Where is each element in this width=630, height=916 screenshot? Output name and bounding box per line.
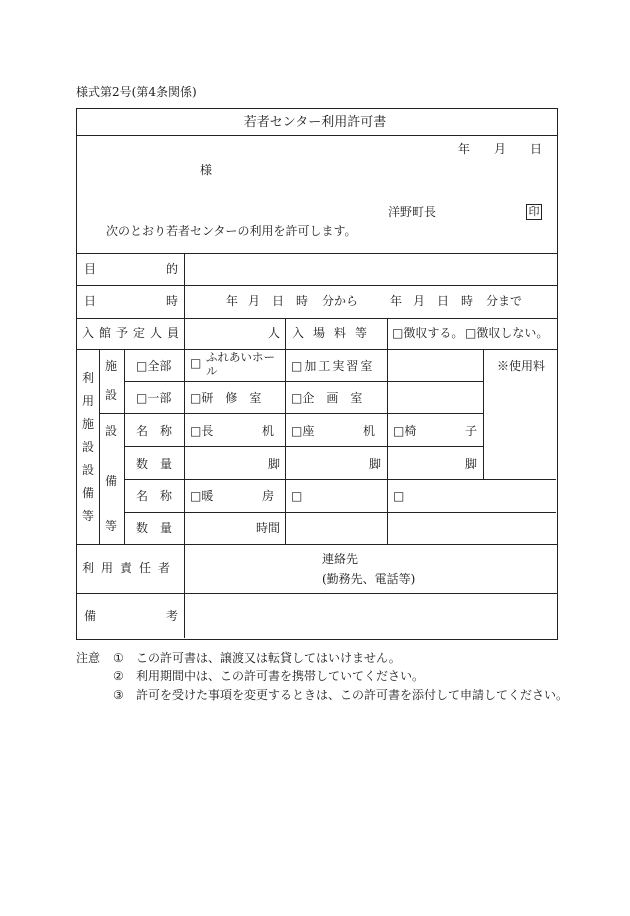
- table-suffix: 机: [363, 424, 376, 438]
- rule: [76, 285, 557, 286]
- responsible-label: 利用責任者: [82, 561, 178, 575]
- remarks-field[interactable]: [186, 595, 554, 636]
- form-number: 様式第2号(第4条関係): [76, 85, 197, 99]
- to-year: 年: [390, 294, 403, 308]
- note-2-text: 利用期間中は、この許可書を携帯していてください。: [136, 669, 425, 683]
- rule: [124, 446, 483, 447]
- fureai-label-2: ル: [206, 364, 218, 378]
- purpose-label-1: 目: [84, 262, 97, 276]
- from-year: 年: [226, 294, 239, 308]
- remarks-label-1: 備: [84, 609, 97, 623]
- kikaku-option[interactable]: □企 画 室: [291, 391, 363, 405]
- desk-option[interactable]: □長: [190, 424, 214, 438]
- fee-label: 入場料等: [292, 326, 377, 340]
- chair-suffix: 子: [465, 424, 478, 438]
- fureai-label-1: ふれあいホー: [206, 350, 275, 364]
- shisetsu-label-2: 設: [105, 388, 118, 402]
- intro-text: 次のとおり若者センターの利用を許可します。: [106, 224, 357, 238]
- setsubi-label-1: 設: [105, 424, 118, 438]
- from-hour: 時: [296, 294, 309, 308]
- to-hour: 時: [461, 294, 474, 308]
- rule: [76, 318, 557, 319]
- rule: [76, 135, 557, 136]
- to-day: 日: [437, 294, 450, 308]
- facility-outer-label: 利 用 施 設 設 備 等: [81, 371, 94, 523]
- contact-label: 連絡先: [322, 552, 359, 566]
- addressee-suffix: 様: [200, 163, 213, 177]
- kakou-option[interactable]: □加工実習室: [291, 359, 375, 373]
- datetime-label-1: 日: [84, 294, 97, 308]
- shisetsu-label-1: 施: [105, 359, 118, 373]
- table-option[interactable]: □座: [291, 424, 315, 438]
- rule: [99, 349, 100, 544]
- purpose-label-2: 的: [166, 262, 179, 276]
- rule: [184, 253, 185, 638]
- kenshu-option[interactable]: □研 修 室: [190, 391, 262, 405]
- rule: [76, 544, 557, 545]
- note-3-text: 許可を受けた事項を変更するときは、この許可書を添付して申請してください。: [136, 688, 569, 702]
- from-month: 月: [248, 294, 261, 308]
- heater-suffix: 房: [262, 489, 275, 503]
- remarks-label-2: 考: [166, 609, 179, 623]
- from-day: 日: [272, 294, 285, 308]
- rule: [124, 381, 483, 382]
- desk-suffix: 机: [262, 424, 275, 438]
- heater-hours-unit: 時間: [256, 521, 281, 535]
- to-month: 月: [413, 294, 426, 308]
- issuer: 洋野町長: [388, 205, 437, 219]
- blank-equip-option-2[interactable]: □: [393, 489, 405, 503]
- rule: [99, 413, 483, 414]
- setsubi-label-2: 備: [105, 474, 118, 488]
- datetime-label-2: 時: [166, 294, 179, 308]
- table-qty-unit: 脚: [369, 457, 382, 471]
- all-option[interactable]: □全部: [136, 359, 172, 373]
- seal-mark: 印: [526, 204, 542, 220]
- notes-label: 注意: [76, 651, 101, 665]
- part-option[interactable]: □一部: [136, 391, 172, 405]
- rule: [124, 479, 556, 480]
- rule: [483, 349, 484, 479]
- to-minute: 分まで: [486, 294, 523, 308]
- setsubi-label-3: 等: [105, 519, 118, 533]
- form-title: 若者センター利用許可書: [243, 115, 387, 130]
- equip-name-label-1: 名 称: [136, 424, 173, 438]
- contact-note: (勤務先、電話等): [322, 572, 416, 586]
- purpose-field[interactable]: [186, 255, 554, 283]
- chair-qty-unit: 脚: [465, 457, 478, 471]
- note-1-text: この許可書は、譲渡又は転貸してはいけません。: [136, 651, 401, 665]
- rule: [76, 593, 557, 594]
- rule: [124, 349, 125, 544]
- fureai-checkbox[interactable]: □: [190, 356, 202, 370]
- attendance-label: 入館予定人員: [82, 326, 185, 340]
- date-month: 月: [494, 142, 507, 156]
- date-day: 日: [530, 142, 543, 156]
- note-3-num: ③: [113, 688, 124, 702]
- rule: [387, 349, 388, 544]
- blank-equip-option-1[interactable]: □: [291, 489, 303, 503]
- rule: [124, 512, 556, 513]
- equip-qty-label-1: 数 量: [136, 457, 173, 471]
- equip-name-label-2: 名 称: [136, 489, 173, 503]
- chair-option[interactable]: □椅: [393, 424, 417, 438]
- desk-qty-unit: 脚: [268, 457, 281, 471]
- date-year: 年: [458, 142, 471, 156]
- attendance-unit: 人: [268, 326, 281, 340]
- fee-no-collect-option[interactable]: □徴収しない。: [465, 326, 549, 340]
- equip-qty-label-2: 数 量: [136, 521, 173, 535]
- fee-collect-option[interactable]: □徴収する。: [392, 326, 464, 340]
- rule: [285, 318, 286, 544]
- rule: [76, 349, 557, 350]
- note-1-num: ①: [113, 651, 124, 665]
- from-minute: 分から: [322, 294, 359, 308]
- rule: [76, 253, 557, 254]
- heater-option[interactable]: □暖: [190, 489, 214, 503]
- fee-note: ※使用料: [497, 359, 546, 373]
- note-2-num: ②: [113, 669, 124, 683]
- rule: [387, 318, 388, 350]
